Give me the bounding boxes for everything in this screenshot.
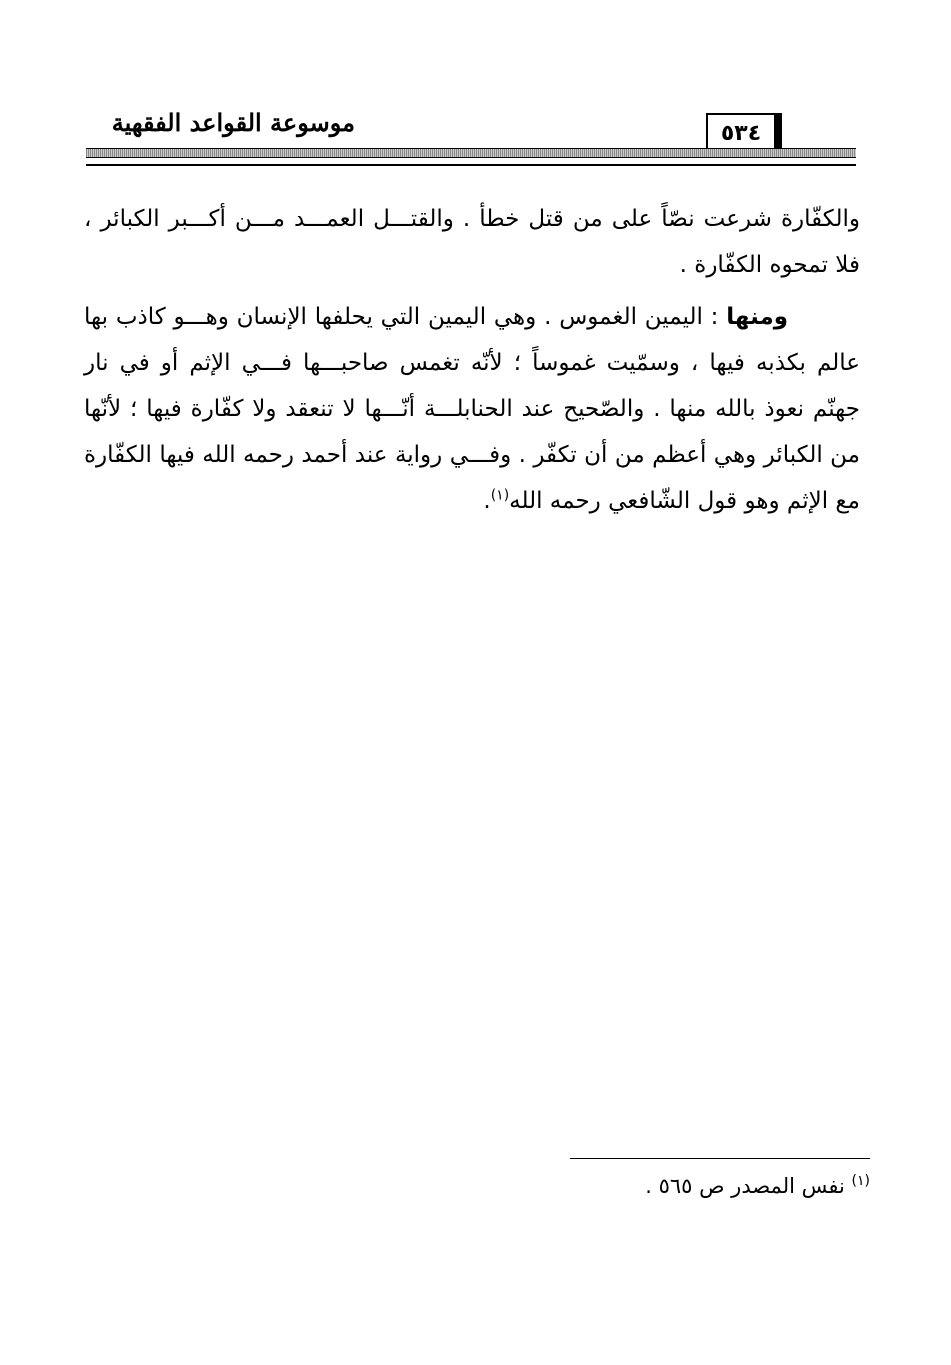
footnote-text: نفس المصدر ص ٥٦٥ . [645, 1174, 845, 1198]
paragraph [84, 294, 860, 524]
page-number: ٥٣٤ [720, 121, 762, 146]
paragraph-lead-word: ومنها [726, 304, 788, 330]
main-text [84, 196, 860, 524]
running-header-title: موسوعة القواعد الفقهية [111, 108, 355, 137]
footnote-marker: (١) [851, 1173, 870, 1189]
paragraph-end: . [483, 488, 491, 514]
footnote-reference[interactable]: (١) [490, 487, 510, 504]
header-rule [86, 164, 856, 166]
header-decorative-band [86, 148, 856, 158]
footnote-separator [570, 1158, 870, 1159]
footnote [400, 1168, 870, 1204]
paragraph-text: : اليمين الغموس . وهي اليمين التي يحلفها الإنسان وهـــو كاذب بها عالم بكذبه فيها ، وسمّيت غموساً ؛ لأنّه تغمس صاحبـــها فـــي الإثم أو في نار جهنّم نعوذ بالله منها . والصّحيح عند الحنابلـــة أنّـــها لا تنعقد ولا كفّارة فيها ؛ لأنّها من الكبائر وهي أعظم من أن تكفّر . وفـــي رواية عند أحمد رحمه الله فيها الكفّارة مع الإثم وهو قول الشّافعي رحمه الله [84, 304, 860, 514]
paragraph: والكفّارة شرعت نصّاً على من قتل خطأ . والقتـــل العمـــد مـــن أكـــبر الكبائر ، فلا تمحوه الكفّارة . [84, 206, 860, 278]
